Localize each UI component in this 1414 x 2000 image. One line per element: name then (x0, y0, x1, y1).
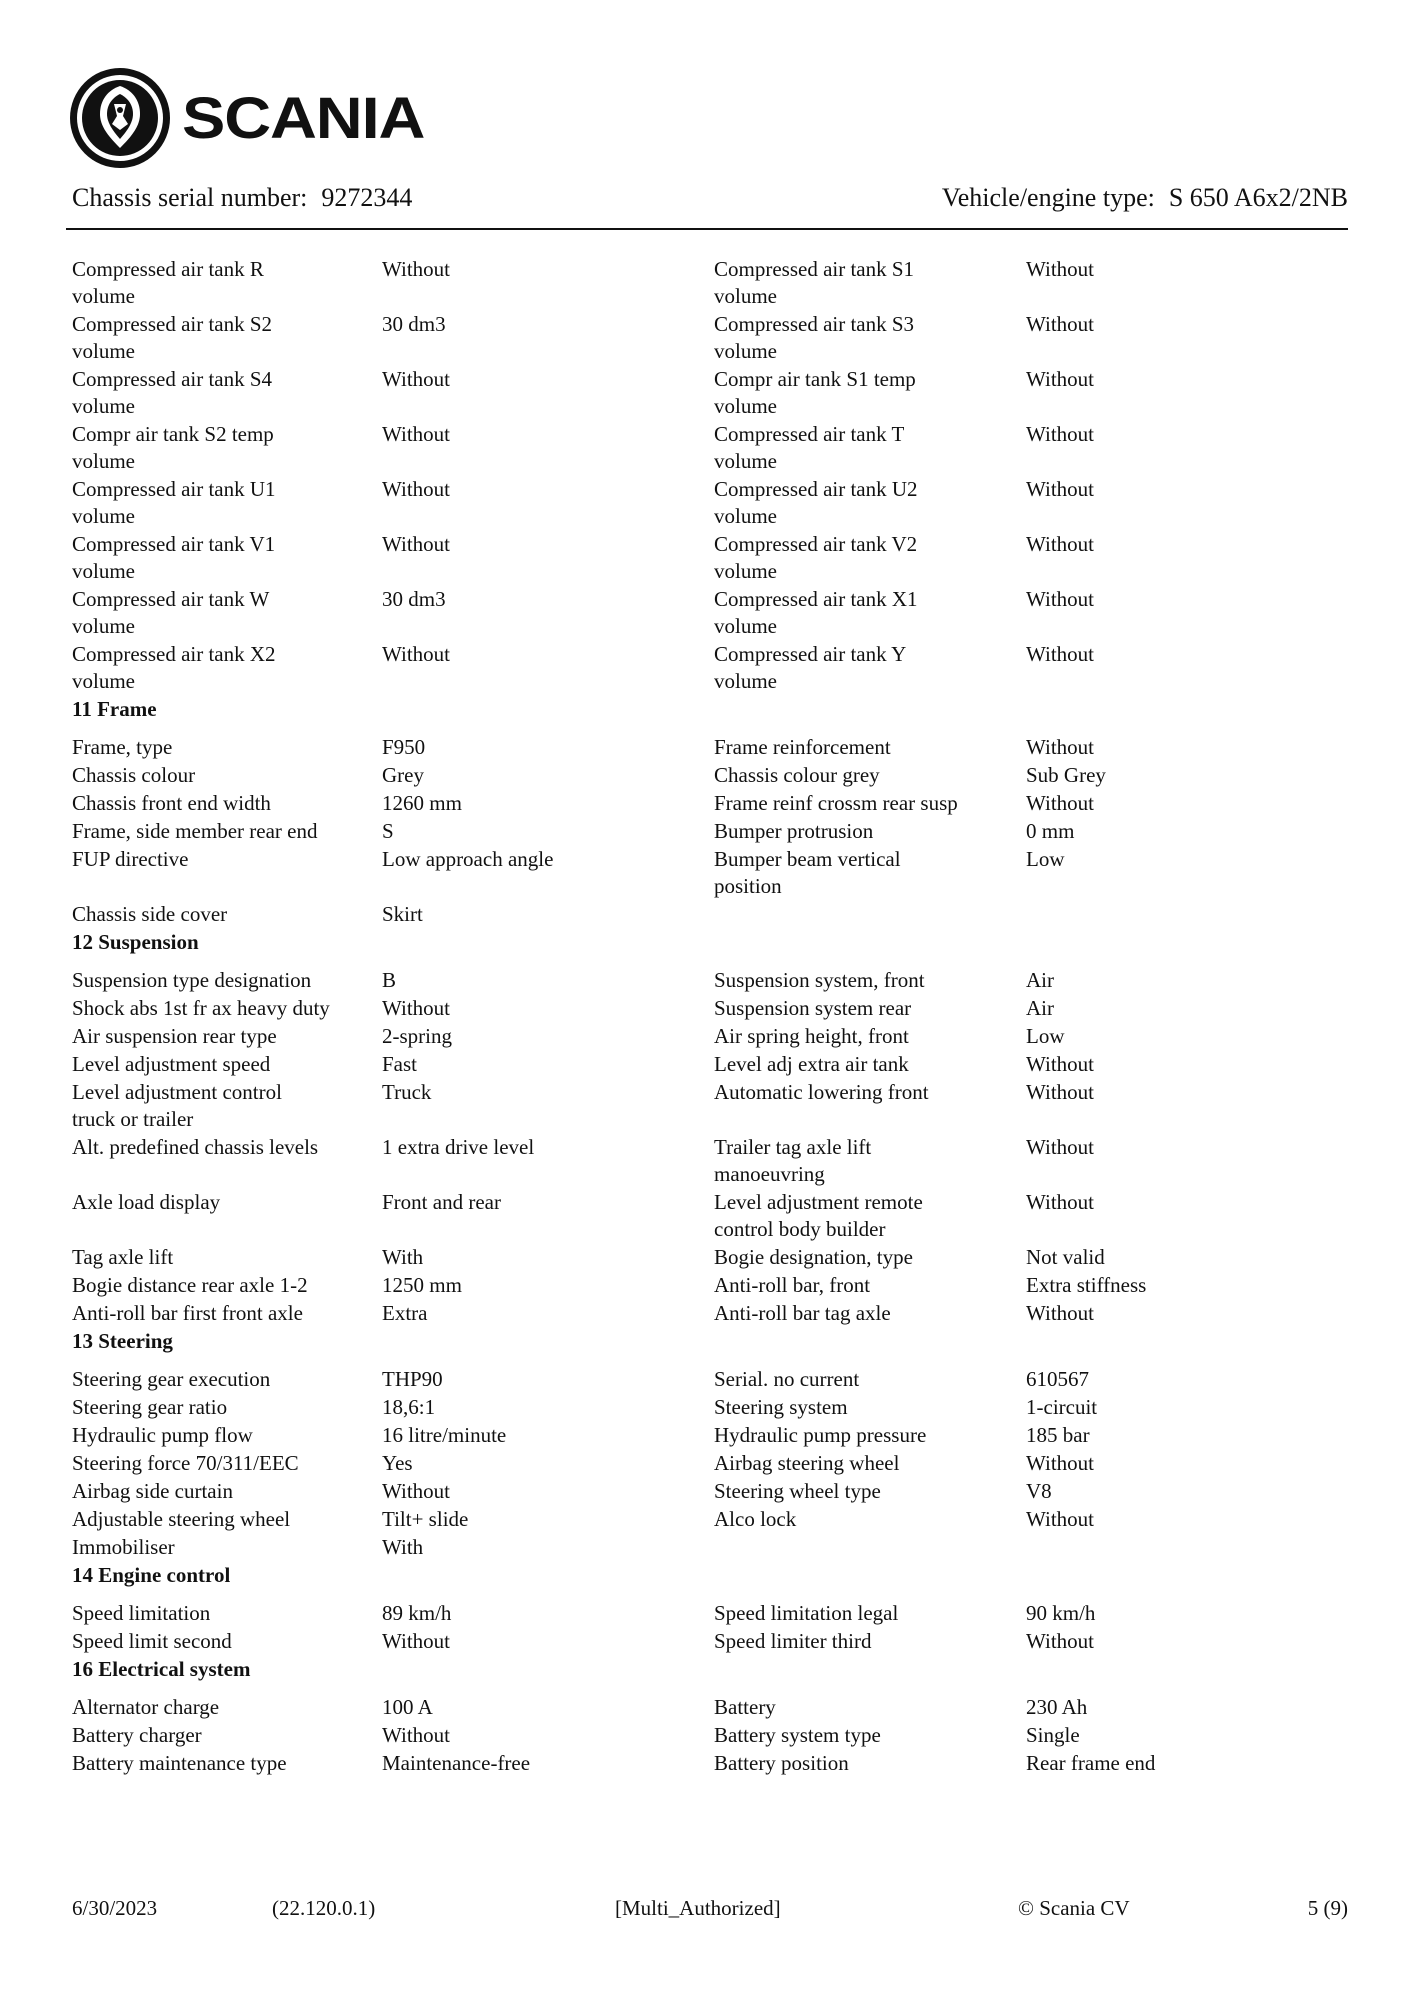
section-title: 12 Suspension (72, 930, 199, 954)
spec-row (72, 995, 1362, 1022)
spec-label-right: Compressed air tank V2 volume (714, 532, 918, 583)
spec-row (72, 256, 1362, 310)
spec-label-left: Battery charger (72, 1723, 202, 1747)
spec-value-left: 30 dm3 (382, 587, 446, 611)
spec-label-left: Compressed air tank V1 volume (72, 532, 276, 583)
spec-label-right: Compressed air tank T volume (714, 422, 905, 473)
spec-label-right: Automatic lowering front (714, 1080, 929, 1104)
spec-value-left: 1 extra drive level (382, 1135, 535, 1159)
scania-logo (66, 64, 425, 172)
footer-page-number: 5 (9) (1307, 1896, 1348, 1920)
spec-row (72, 846, 1362, 900)
spec-row (72, 1134, 1362, 1188)
spec-value-left: Yes (382, 1451, 413, 1475)
spec-section (72, 696, 1362, 928)
spec-value-left: Low approach angle (382, 847, 554, 871)
spec-row (72, 901, 1362, 928)
spec-label-left: Speed limitation (72, 1601, 211, 1625)
spec-value-right: Sub Grey (1026, 763, 1106, 787)
spec-value-left: Without (382, 532, 450, 556)
spec-label-right: Battery position (714, 1751, 849, 1775)
spec-label-left: Chassis colour (72, 763, 196, 787)
spec-label-right: Air spring height, front (714, 1024, 909, 1048)
section-title: 13 Steering (72, 1329, 173, 1353)
spec-label-left: Alt. predefined chassis levels (72, 1135, 319, 1159)
spec-value-left: Without (382, 1723, 450, 1747)
spec-label-right: Speed limitation legal (714, 1601, 899, 1625)
spec-value-right: Without (1026, 735, 1094, 759)
spec-label-right: Suspension system rear (714, 996, 912, 1020)
spec-label-left: Compressed air tank S2 volume (72, 312, 273, 363)
chassis-serial (72, 178, 412, 218)
spec-row (72, 967, 1362, 994)
spec-value-left: F950 (382, 735, 426, 759)
spec-value-left: THP90 (382, 1367, 443, 1391)
spec-row (72, 1394, 1362, 1421)
spec-label-left: Frame, side member rear end (72, 819, 318, 843)
specification-content (72, 256, 1362, 1778)
spec-value-left: 18,6:1 (382, 1395, 436, 1419)
spec-label-left: Steering gear execution (72, 1367, 271, 1391)
spec-value-right: 185 bar (1026, 1423, 1090, 1447)
spec-value-left: 2-spring (382, 1024, 452, 1048)
spec-value-right: Without (1026, 1135, 1094, 1159)
spec-label-left: FUP directive (72, 847, 189, 871)
spec-value-left: Extra (382, 1301, 428, 1325)
spec-row (72, 476, 1362, 530)
spec-label-right: Compr air tank S1 temp volume (714, 367, 916, 418)
spec-row (72, 1534, 1362, 1561)
spec-value-right: Without (1026, 367, 1094, 391)
spec-label-right (714, 901, 1026, 928)
spec-row (72, 1422, 1362, 1449)
spec-row (72, 734, 1362, 761)
spec-value-right: V8 (1026, 1479, 1052, 1503)
spec-row (72, 1051, 1362, 1078)
spec-value-left: Grey (382, 763, 424, 787)
spec-row (72, 641, 1362, 695)
spec-label-right: Steering wheel type (714, 1479, 881, 1503)
section-title: 14 Engine control (72, 1563, 231, 1587)
spec-label-right: Battery system type (714, 1723, 881, 1747)
spec-label-left: Compressed air tank R volume (72, 257, 264, 308)
spec-label-left: Axle load display (72, 1190, 221, 1214)
spec-value-left: Without (382, 996, 450, 1020)
spec-row (72, 1506, 1362, 1533)
spec-label-left: Speed limit second (72, 1629, 232, 1653)
spec-section (72, 256, 1362, 695)
spec-label-right: Serial. no current (714, 1367, 860, 1391)
griffin-badge-icon (66, 64, 174, 172)
spec-section (72, 929, 1362, 1327)
spec-value-left: 1250 mm (382, 1273, 462, 1297)
spec-value-left: Fast (382, 1052, 418, 1076)
spec-value-right: 1-circuit (1026, 1395, 1098, 1419)
header-divider (66, 228, 1348, 230)
spec-value-right (1026, 901, 1362, 928)
spec-label-left: Battery maintenance type (72, 1751, 287, 1775)
spec-value-right: Air (1026, 968, 1054, 992)
spec-label-right: Steering system (714, 1395, 848, 1419)
spec-label-left: Hydraulic pump flow (72, 1423, 253, 1447)
spec-row (72, 421, 1362, 475)
spec-label-left: Air suspension rear type (72, 1024, 277, 1048)
spec-value-right: Without (1026, 477, 1094, 501)
spec-value-left: B (382, 968, 397, 992)
spec-value-right: Without (1026, 1629, 1094, 1653)
spec-value-right: Without (1026, 312, 1094, 336)
spec-value-right: Without (1026, 1451, 1094, 1475)
spec-label-right: Level adj extra air tank (714, 1052, 909, 1076)
spec-value-left: With (382, 1245, 424, 1269)
spec-label-right: Compressed air tank S3 volume (714, 312, 915, 363)
spec-row (72, 1450, 1362, 1477)
spec-value-right: Without (1026, 587, 1094, 611)
section-title: 16 Electrical system (72, 1657, 251, 1681)
logo-wordmark: SCANIA (182, 85, 425, 151)
spec-value-left: Without (382, 1479, 450, 1503)
spec-value-right: Air (1026, 996, 1054, 1020)
spec-value-right: Rear frame end (1026, 1751, 1156, 1775)
spec-value-right: Low (1026, 847, 1065, 871)
spec-row (72, 311, 1362, 365)
spec-label-left: Immobiliser (72, 1535, 175, 1559)
spec-row (72, 531, 1362, 585)
spec-label-right: Compressed air tank S1 volume (714, 257, 915, 308)
footer-date: 6/30/2023 (72, 1896, 158, 1920)
spec-label-right: Bogie designation, type (714, 1245, 913, 1269)
spec-value-right: Low (1026, 1024, 1065, 1048)
spec-label-right: Hydraulic pump pressure (714, 1423, 927, 1447)
spec-label-right: Bumper beam vertical position (714, 847, 901, 898)
spec-row (72, 1300, 1362, 1327)
spec-row (72, 1722, 1362, 1749)
spec-value-right: Without (1026, 532, 1094, 556)
spec-row (72, 1272, 1362, 1299)
spec-label-right: Airbag steering wheel (714, 1451, 900, 1475)
spec-value-right: Without (1026, 1190, 1094, 1214)
spec-row (72, 1079, 1362, 1133)
spec-value-left: 1260 mm (382, 791, 462, 815)
spec-row (72, 1478, 1362, 1505)
spec-label-left: Level adjustment speed (72, 1052, 271, 1076)
spec-label-left: Tag axle lift (72, 1245, 174, 1269)
spec-label-left: Airbag side curtain (72, 1479, 233, 1503)
spec-label-left: Suspension type designation (72, 968, 312, 992)
chassis-serial-value: 9272344 (321, 183, 413, 212)
spec-value-left: Without (382, 1629, 450, 1653)
spec-row (72, 790, 1362, 817)
spec-value-right: 0 mm (1026, 819, 1075, 843)
spec-row (72, 1244, 1362, 1271)
spec-row (72, 586, 1362, 640)
spec-value-right: Not valid (1026, 1245, 1105, 1269)
spec-label-left: Compressed air tank S4 volume (72, 367, 273, 418)
spec-value-left: Front and rear (382, 1190, 501, 1214)
spec-label-left: Chassis side cover (72, 902, 228, 926)
vehicle-engine-type (942, 178, 1348, 218)
spec-value-left: 16 litre/minute (382, 1423, 507, 1447)
spec-label-right: Frame reinforcement (714, 735, 891, 759)
spec-value-left: Without (382, 477, 450, 501)
spec-row (72, 1628, 1362, 1655)
spec-value-right: 230 Ah (1026, 1695, 1088, 1719)
spec-label-right: Suspension system, front (714, 968, 925, 992)
spec-value-left: Without (382, 367, 450, 391)
spec-value-left: 100 A (382, 1695, 433, 1719)
spec-label-right: Compressed air tank U2 volume (714, 477, 918, 528)
spec-value-left: Tilt+ slide (382, 1507, 469, 1531)
spec-section (72, 1328, 1362, 1561)
spec-value-left: Without (382, 257, 450, 281)
spec-label-left: Frame, type (72, 735, 173, 759)
spec-row (72, 1694, 1362, 1721)
footer-version: (22.120.0.1) (272, 1896, 376, 1920)
spec-value-right: Without (1026, 1301, 1094, 1325)
spec-row (72, 1189, 1362, 1243)
spec-value-left: Without (382, 642, 450, 666)
spec-value-right: Without (1026, 1507, 1094, 1531)
spec-label-right: Trailer tag axle lift manoeuvring (714, 1135, 872, 1186)
spec-label-left: Compr air tank S2 temp volume (72, 422, 274, 473)
spec-row (72, 1023, 1362, 1050)
spec-label-right: Alco lock (714, 1507, 797, 1531)
spec-value-left: 89 km/h (382, 1601, 452, 1625)
footer-authorization: [Multi_Authorized] (615, 1896, 781, 1920)
spec-label-left: Bogie distance rear axle 1-2 (72, 1273, 308, 1297)
spec-value-left: With (382, 1535, 424, 1559)
spec-value-left: Truck (382, 1080, 432, 1104)
spec-label-left: Level adjustment control truck or trailer (72, 1080, 282, 1131)
spec-row (72, 1366, 1362, 1393)
spec-row (72, 818, 1362, 845)
spec-row (72, 762, 1362, 789)
spec-value-right: 90 km/h (1026, 1601, 1096, 1625)
vehicle-type-value: S 650 A6x2/2NB (1168, 183, 1348, 212)
spec-row (72, 1600, 1362, 1627)
spec-label-left: Compressed air tank W volume (72, 587, 270, 638)
spec-value-right: Without (1026, 1080, 1094, 1104)
spec-label-left: Adjustable steering wheel (72, 1507, 291, 1531)
spec-label-left: Compressed air tank U1 volume (72, 477, 276, 528)
spec-value-right: Without (1026, 642, 1094, 666)
spec-label-left: Alternator charge (72, 1695, 220, 1719)
spec-value-left: Skirt (382, 902, 423, 926)
spec-row (72, 1750, 1362, 1777)
spec-label-right: Chassis colour grey (714, 763, 880, 787)
footer-copyright: © Scania CV (1018, 1896, 1130, 1920)
spec-value-right: 610567 (1026, 1367, 1089, 1391)
spec-label-right: Bumper protrusion (714, 819, 874, 843)
spec-label-right: Frame reinf crossm rear susp (714, 791, 958, 815)
spec-label-right: Compressed air tank X1 volume (714, 587, 918, 638)
spec-label-right: Battery (714, 1695, 776, 1719)
spec-section (72, 1562, 1362, 1655)
spec-label-left: Steering force 70/311/EEC (72, 1451, 299, 1475)
spec-label-right: Anti-roll bar tag axle (714, 1301, 891, 1325)
spec-value-right: Without (1026, 791, 1094, 815)
chassis-serial-label: Chassis serial number: (72, 183, 308, 212)
spec-value-left: Maintenance-free (382, 1751, 531, 1775)
spec-value-left: S (382, 819, 394, 843)
spec-label-left: Chassis front end width (72, 791, 271, 815)
spec-label-right (714, 1534, 1026, 1561)
spec-value-right: Without (1026, 422, 1094, 446)
spec-value-left: 30 dm3 (382, 312, 446, 336)
vehicle-type-label: Vehicle/engine type: (941, 183, 1155, 212)
spec-value-right: Without (1026, 257, 1094, 281)
spec-value-left: Without (382, 422, 450, 446)
spec-label-right: Compressed air tank Y volume (714, 642, 907, 693)
document-header (72, 178, 1348, 218)
spec-label-right: Level adjustment remote control body builder (714, 1190, 923, 1241)
section-title: 11 Frame (72, 697, 157, 721)
spec-label-left: Shock abs 1st fr ax heavy duty (72, 996, 330, 1020)
spec-label-left: Steering gear ratio (72, 1395, 228, 1419)
spec-section (72, 1656, 1362, 1777)
spec-label-left: Anti-roll bar first front axle (72, 1301, 303, 1325)
spec-value-right: Extra stiffness (1026, 1273, 1147, 1297)
spec-value-right: Single (1026, 1723, 1080, 1747)
spec-value-right: Without (1026, 1052, 1094, 1076)
spec-label-right: Anti-roll bar, front (714, 1273, 871, 1297)
spec-value-right (1026, 1534, 1362, 1561)
spec-label-right: Speed limiter third (714, 1629, 872, 1653)
spec-row (72, 366, 1362, 420)
spec-label-left: Compressed air tank X2 volume (72, 642, 276, 693)
